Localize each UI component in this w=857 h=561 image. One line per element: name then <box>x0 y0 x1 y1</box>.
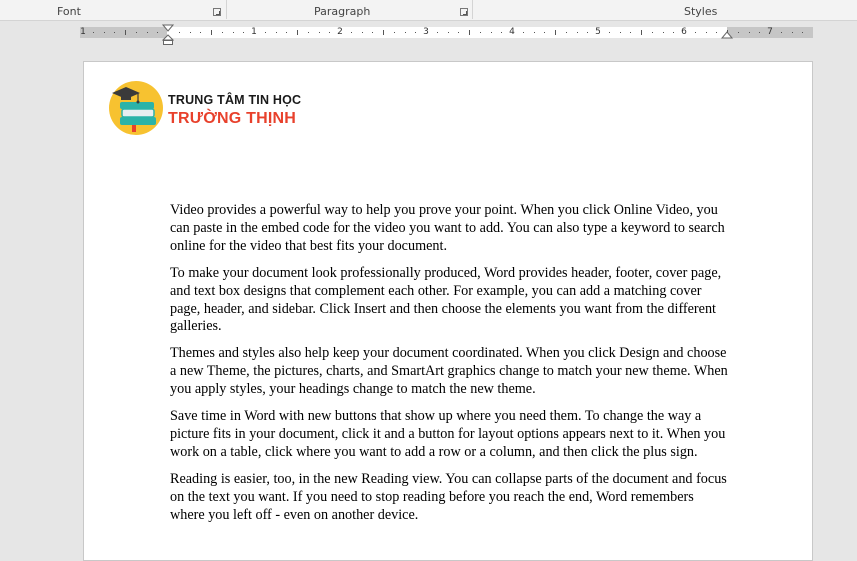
ruler-mark <box>125 30 126 35</box>
ruler-number: 7 <box>767 27 773 37</box>
paragraph[interactable]: To make your document look professionally produced, Word provides header, footer, cover page, and text box designs that complement each other. For example, you can add a matching cover page, header, and sidebar. Click Insert and then choose the elements you want from the different galleries. <box>170 264 722 335</box>
logo <box>108 80 308 138</box>
ruler-mark <box>544 32 545 33</box>
ruler-mark <box>405 32 406 33</box>
ruler-mark <box>749 32 750 33</box>
ruler-mark <box>286 32 287 33</box>
left-indent-marker-icon[interactable] <box>162 24 174 46</box>
ruler-mark <box>233 32 234 33</box>
font-dialog-launcher-icon[interactable] <box>213 8 221 16</box>
ruler-mark <box>383 30 384 35</box>
group-divider <box>226 0 227 19</box>
ruler-mark <box>716 32 717 33</box>
ruler-mark <box>566 32 567 33</box>
logo-line-1: TRUNG TÂM TIN HỌC <box>168 93 302 107</box>
ruler-mark <box>190 32 191 33</box>
font-group-label: Font <box>57 5 81 18</box>
ruler-number: 3 <box>423 27 429 37</box>
ruler-number: 1 <box>251 27 257 37</box>
ruler-mark <box>276 32 277 33</box>
ruler-mark <box>695 32 696 33</box>
ruler-mark <box>620 32 621 33</box>
ruler-mark <box>609 32 610 33</box>
ruler-mark <box>243 32 244 33</box>
ruler-mark <box>663 32 664 33</box>
ruler-mark <box>362 32 363 33</box>
ribbon-group-labels <box>0 0 857 21</box>
ruler-mark <box>147 32 148 33</box>
paragraph-dialog-launcher-icon[interactable] <box>460 8 468 16</box>
ruler-mark <box>114 32 115 33</box>
ruler-mark <box>673 32 674 33</box>
group-divider <box>472 0 473 19</box>
ruler-mark <box>587 32 588 33</box>
horizontal-ruler[interactable] <box>80 27 813 38</box>
ruler-mark <box>480 32 481 33</box>
ruler-number: 5 <box>595 27 601 37</box>
ruler-mark <box>351 32 352 33</box>
ruler-mark <box>394 32 395 33</box>
document-body[interactable] <box>170 202 730 534</box>
ruler-mark <box>792 32 793 33</box>
ruler-mark <box>641 30 642 35</box>
ruler-mark <box>136 32 137 33</box>
ruler-mark <box>738 32 739 33</box>
ruler-mark <box>415 32 416 33</box>
ruler-number: 4 <box>509 27 515 37</box>
ruler-mark <box>469 30 470 35</box>
styles-group-label: Styles <box>684 5 718 18</box>
ruler-mark <box>93 32 94 33</box>
ruler-number: 1 <box>80 27 86 37</box>
ruler-mark <box>222 32 223 33</box>
paragraph[interactable]: Save time in Word with new buttons that show up where you need them. To change the way a picture fits in your document, click it and a button for layout options appears next to it. When you work on a table, click where you want to add a row or a column, and then click the plus sign. <box>170 408 726 460</box>
ruler-mark <box>458 32 459 33</box>
paragraph[interactable]: Reading is easier, too, in the new Reading view. You can collapse parts of the document and focus on the text you want. If you need to stop reading before you reach the end, Word remembers where you left off - even on another device. <box>170 470 727 523</box>
ruler-area <box>0 21 857 45</box>
ruler-mark <box>308 32 309 33</box>
graduation-books-logo-icon <box>108 80 166 138</box>
logo-line-2: TRƯỜNG THỊNH <box>168 110 296 127</box>
right-indent-marker-icon[interactable] <box>721 30 733 40</box>
ruler-mark <box>802 32 803 33</box>
ruler-mark <box>329 32 330 33</box>
ruler-mark <box>706 32 707 33</box>
ruler-mark <box>491 32 492 33</box>
ruler-mark <box>577 32 578 33</box>
ruler-mark <box>555 30 556 35</box>
ruler-mark <box>448 32 449 33</box>
paragraph[interactable]: Video provides a powerful way to help you prove your point. When you click Online Video, you can paste in the embed code for the video you want to add. You can also type a keyword to search online for the video that best fits your document. <box>170 202 725 254</box>
ruler-mark <box>211 30 212 35</box>
ruler-mark <box>759 32 760 33</box>
ruler-mark <box>265 32 266 33</box>
ruler-mark <box>297 30 298 35</box>
ruler-mark <box>437 32 438 33</box>
document-page[interactable] <box>83 61 813 561</box>
ruler-mark <box>523 32 524 33</box>
paragraph[interactable]: Themes and styles also help keep your document coordinated. When you click Design and choose a new Theme, the pictures, charts, and SmartArt graphics change to match your new theme. When you apply styles, your headings change to match the new theme. <box>170 345 728 398</box>
ruler-mark <box>179 32 180 33</box>
paragraph-group-label: Paragraph <box>314 5 371 18</box>
ruler-mark <box>781 32 782 33</box>
ruler-number: 6 <box>681 27 687 37</box>
ruler-mark <box>534 32 535 33</box>
ruler-mark <box>501 32 502 33</box>
ruler-mark <box>157 32 158 33</box>
ruler-mark <box>372 32 373 33</box>
ruler-mark <box>104 32 105 33</box>
ruler-mark <box>200 32 201 33</box>
ruler-number: 2 <box>337 27 343 37</box>
ruler-mark <box>319 32 320 33</box>
ruler-mark <box>652 32 653 33</box>
ruler-mark <box>630 32 631 33</box>
